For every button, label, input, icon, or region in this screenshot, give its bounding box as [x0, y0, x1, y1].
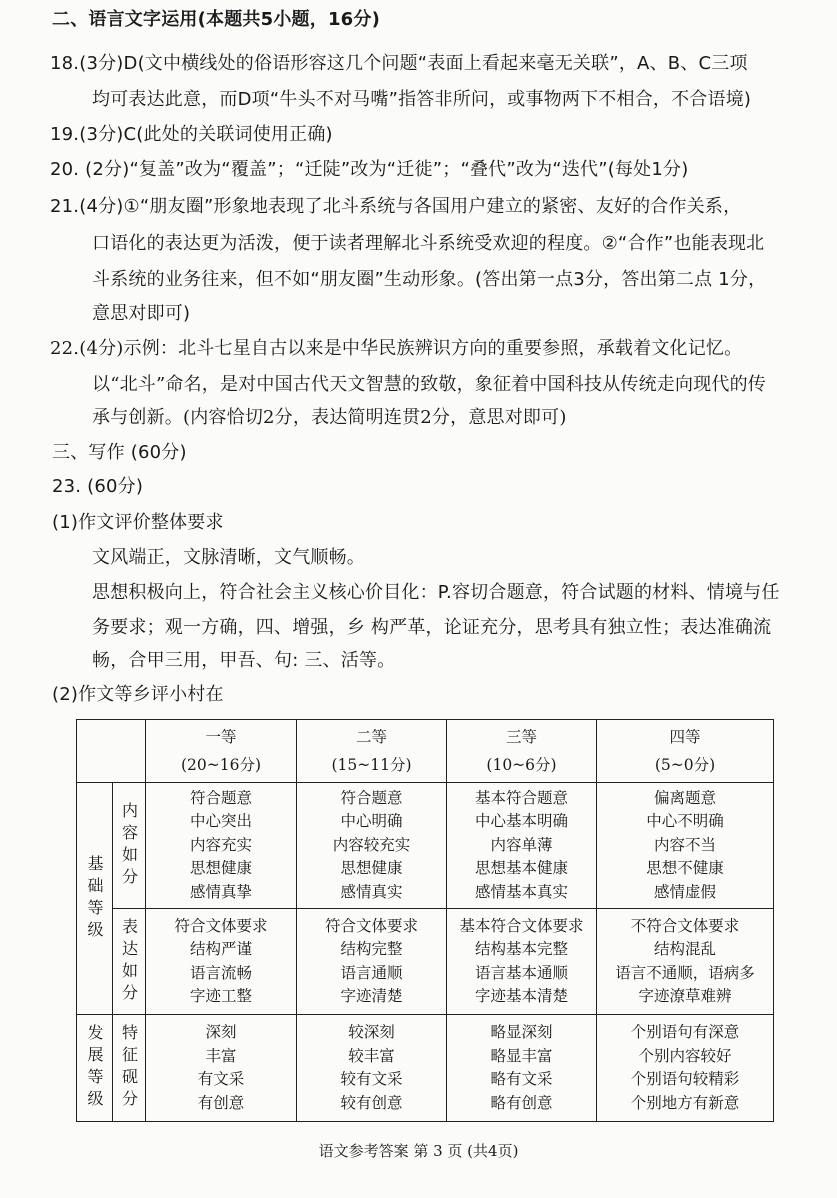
expression-grade-3: 基本符合文体要求 结构基本完整 语言基本通顺 字迹基本清楚 [447, 909, 597, 1015]
content-grade-3: 基本符合题意 中心基本明确 内容单薄 思想基本健康 感情基本真实 [447, 783, 597, 909]
q18-line2: 均可表达此意，而D项“牛头不对马嘴”指答非所问，或事物两下不相合，不合语境) [92, 89, 752, 110]
grading-table [76, 719, 774, 1122]
part2-title: (2)作文等乡评小村在 [52, 684, 224, 705]
q21-line4: 意思对即可) [92, 303, 191, 324]
header-grade-1: 一等 (20~16分) [146, 720, 297, 783]
q21-line2: 口语化的表达更为活泼，便于读者理解北斗系统受欢迎的程度。②“合作”也能表现北 [92, 233, 765, 254]
q21-line1: 21.(4分)①“朋友圈”形象地表现了北斗系统与各国用户建立的紧密、友好的合作关系， [50, 196, 742, 217]
corner-cell [77, 720, 146, 783]
header-grade-4: 四等 (5~0分) [597, 720, 774, 783]
sub-feature: 特征砚分 [113, 1015, 146, 1122]
expression-grade-1: 符合文体要求 结构严谨 语言流畅 字迹工整 [146, 909, 297, 1015]
feature-grade-1: 深刻 丰富 有文采 有创意 [146, 1015, 297, 1122]
feature-row [77, 1015, 774, 1122]
header-grade-2: 二等 (15~11分) [297, 720, 447, 783]
feature-grade-2: 较深刻 较丰富 较有文采 较有创意 [297, 1015, 447, 1122]
q23: 23. (60分) [52, 476, 144, 497]
expression-grade-2: 符合文体要求 结构完整 语言通顺 字迹清楚 [297, 909, 447, 1015]
group-basic: 基础等级 [77, 783, 113, 1015]
content-grade-2: 符合题意 中心明确 内容较充实 思想健康 感情真实 [297, 783, 447, 909]
part1-line1: 文风端正，文脉清晰，文气顺畅。 [92, 547, 365, 568]
q21-line3: 斗系统的业务往来，但不如“朋友圈”生动形象。(答出第一点3分，答出第二点 1分， [92, 269, 767, 290]
part1-line4: 畅，合甲三用，甲吾、句: 三、活等。 [92, 650, 396, 671]
sub-expression: 表达如分 [113, 909, 146, 1015]
section-3-title: 三、写作 (60分) [52, 442, 187, 463]
feature-grade-4: 个别语句有深意 个别内容较好 个别语句较精彩 个别地方有新意 [597, 1015, 774, 1122]
section-2-title: 二、语言文字运用(本题共5小题，16分) [52, 9, 381, 30]
group-dev: 发展等级 [77, 1015, 113, 1122]
sub-content: 内容如分 [113, 783, 146, 909]
page-footer: 语文参考答案 第 3 页 (共4页) [318, 1142, 519, 1160]
expression-grade-4: 不符合文体要求 结构混乱 语言不通顺，语病多 字迹潦草难辨 [597, 909, 774, 1015]
content-grade-4: 偏离题意 中心不明确 内容不当 思想不健康 感情虚假 [597, 783, 774, 909]
feature-grade-3: 略显深刻 略显丰富 略有文采 略有创意 [447, 1015, 597, 1122]
q22-line3: 承与创新。(内容恰切2分，表达简明连贯2分，意思对即可) [92, 407, 567, 428]
q20: 20. (2分)“复盖”改为“覆盖”；“迁陡”改为“迁徙”；“叠代”改为“迭代”(每处1分) [50, 159, 689, 180]
header-grade-3: 三等 (10~6分) [447, 720, 597, 783]
q18-line1: 18.(3分)D(文中横线处的俗语形容这几个问题“表面上看起来毫无关联”，A、B、C三项 [50, 53, 748, 74]
content-row [77, 783, 774, 909]
header-row [77, 720, 774, 783]
q22-line1: 22.(4分)示例：北斗七星自古以来是中华民族辨识方向的重要参照，承载着文化记忆。 [50, 338, 743, 359]
q22-line2: 以“北斗”命名，是对中国古代天文智慧的致敬，象征着中国科技从传统走向现代的传 [92, 374, 767, 395]
expression-row [77, 909, 774, 1015]
part1-title: (1)作文评价整体要求 [52, 512, 224, 533]
q19: 19.(3分)C(此处的关联词使用正确) [50, 124, 333, 145]
part1-line2: 思想积极向上，符合社会主义核心价目化：P.容切合题意，符合试题的材料、情境与任 [92, 582, 780, 603]
content-grade-1: 符合题意 中心突出 内容充实 思想健康 感情真挚 [146, 783, 297, 909]
part1-line3: 务要求；观一方确，四、增强，乡 构严革，论证充分，思考具有独立性；表达准确流 [92, 617, 772, 638]
